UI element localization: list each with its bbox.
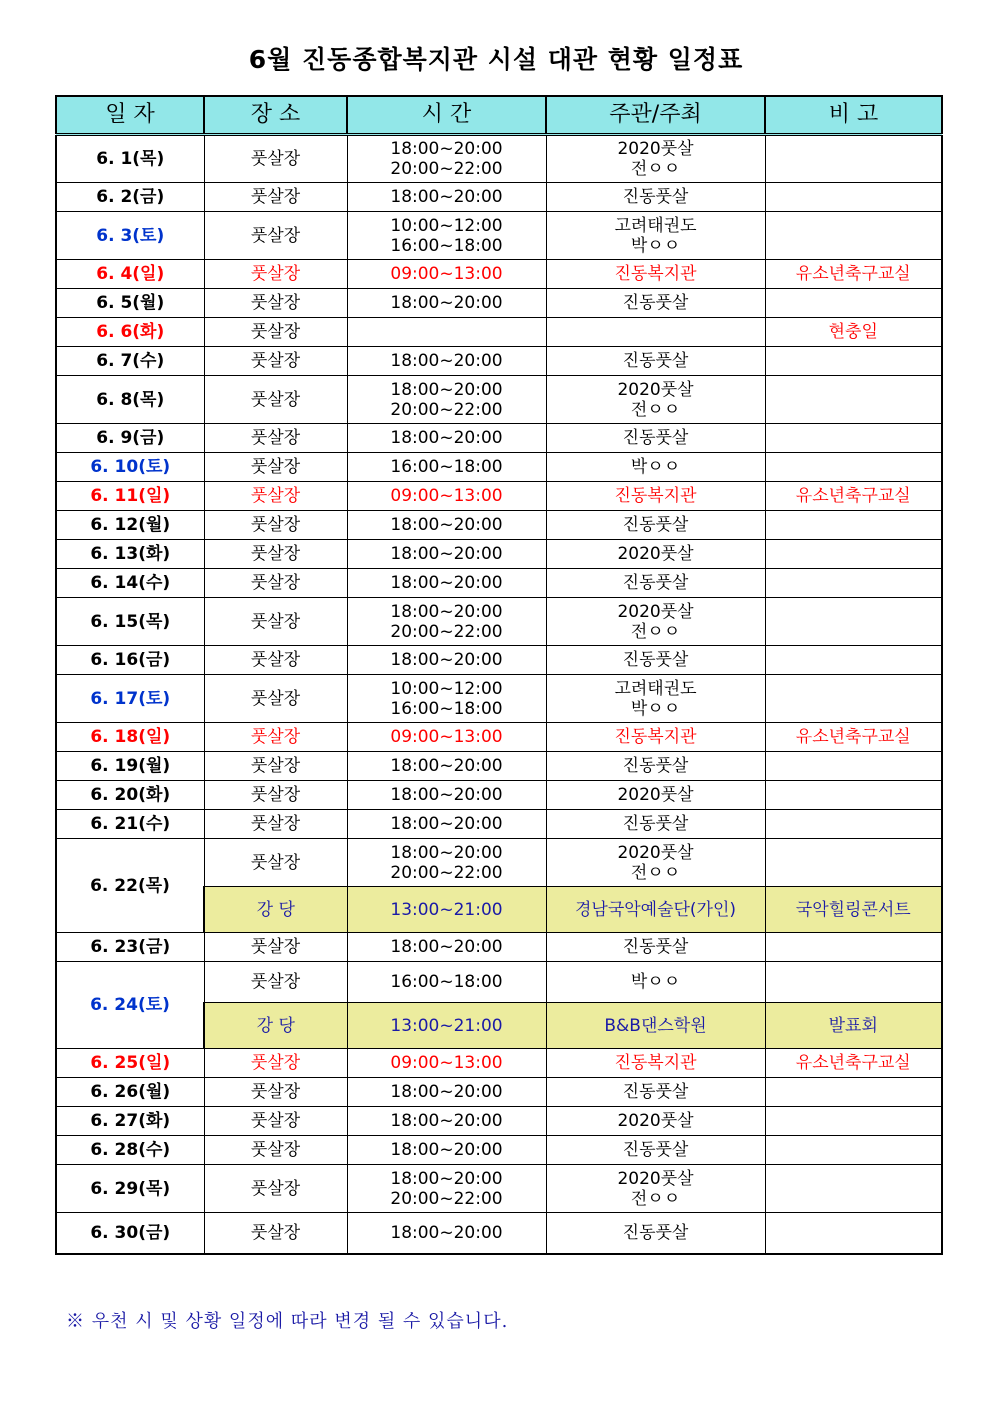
host-cell xyxy=(546,424,765,453)
host-cell xyxy=(546,511,765,540)
date-cell: 6. 29(목) xyxy=(56,1165,204,1213)
header-row xyxy=(56,96,942,135)
table-row xyxy=(56,318,942,347)
host-name: 진동복지관 xyxy=(614,486,697,506)
time-cell xyxy=(347,482,546,511)
table-row xyxy=(56,1049,942,1078)
host-cell xyxy=(546,135,765,183)
date-cell: 6. 13(화) xyxy=(56,540,204,569)
table-body xyxy=(56,135,942,1254)
note-cell: 현충일 xyxy=(765,318,942,347)
host-cell xyxy=(546,289,765,318)
host-name: 박ㅇㅇ xyxy=(630,972,681,992)
time-cell xyxy=(347,540,546,569)
time-slot: 16:00~18:00 xyxy=(390,972,503,992)
place-cell: 풋살장 xyxy=(204,933,347,962)
place-cell: 풋살장 xyxy=(204,1165,347,1213)
date-cell: 6. 2(금) xyxy=(56,183,204,212)
host-cell xyxy=(546,183,765,212)
table-row xyxy=(56,212,942,260)
host-cell xyxy=(546,1165,765,1213)
table-header xyxy=(56,96,942,135)
date-cell: 6. 3(토) xyxy=(56,212,204,260)
table-row xyxy=(56,482,942,511)
place-cell: 풋살장 xyxy=(204,212,347,260)
host-name: 진동풋살 xyxy=(622,293,689,313)
place-cell: 풋살장 xyxy=(204,569,347,598)
time-cell xyxy=(347,598,546,646)
time-slot: 13:00~21:00 xyxy=(390,899,503,920)
table-row xyxy=(56,598,942,646)
time-slot: 18:00~20:00 xyxy=(390,1111,503,1131)
date-cell: 6. 27(화) xyxy=(56,1107,204,1136)
host-name: 고려태권도 xyxy=(614,215,697,236)
note-cell xyxy=(765,424,942,453)
place-cell: 풋살장 xyxy=(204,646,347,675)
host-cell xyxy=(546,646,765,675)
time-cell xyxy=(347,376,546,424)
host-name: 전ㅇㅇ xyxy=(630,862,681,883)
time-slot: 09:00~13:00 xyxy=(390,264,503,284)
date-cell: 6. 21(수) xyxy=(56,810,204,839)
note-cell xyxy=(765,183,942,212)
note-cell xyxy=(765,376,942,424)
place-cell: 풋살장 xyxy=(204,347,347,376)
place-cell: 풋살장 xyxy=(204,839,347,887)
note-cell xyxy=(765,540,942,569)
table-row xyxy=(56,569,942,598)
place-cell: 풋살장 xyxy=(204,962,347,1003)
host-cell xyxy=(546,839,765,887)
time-slot: 18:00~20:00 xyxy=(390,814,503,834)
host-name: 진동풋살 xyxy=(622,351,689,371)
host-name: 진동풋살 xyxy=(622,428,689,448)
date-cell: 6. 24(토) xyxy=(56,962,204,1049)
host-cell xyxy=(546,675,765,723)
host-name: 진동풋살 xyxy=(622,814,689,834)
note-cell xyxy=(765,646,942,675)
date-cell: 6. 4(일) xyxy=(56,260,204,289)
time-cell xyxy=(347,212,546,260)
note-cell: 유소년축구교실 xyxy=(765,482,942,511)
time-slot: 18:00~20:00 xyxy=(390,515,503,535)
header-date: 일 자 xyxy=(56,96,204,135)
host-name: 진동풋살 xyxy=(622,1082,689,1102)
host-cell xyxy=(546,1078,765,1107)
table-row xyxy=(56,376,942,424)
host-cell xyxy=(546,781,765,810)
host-cell xyxy=(546,598,765,646)
date-cell: 6. 5(월) xyxy=(56,289,204,318)
time-slot: 09:00~13:00 xyxy=(390,727,503,747)
date-cell: 6. 14(수) xyxy=(56,569,204,598)
time-slot: 18:00~20:00 xyxy=(390,293,503,313)
host-cell xyxy=(546,933,765,962)
host-name: 2020풋살 xyxy=(617,544,694,564)
place-cell: 풋살장 xyxy=(204,1213,347,1254)
host-cell xyxy=(546,260,765,289)
host-cell xyxy=(546,752,765,781)
time-cell xyxy=(347,1003,546,1049)
note-cell xyxy=(765,933,942,962)
place-cell: 풋살장 xyxy=(204,318,347,347)
host-name: 2020풋살 xyxy=(617,785,694,805)
note-cell xyxy=(765,962,942,1003)
time-cell xyxy=(347,887,546,933)
note-cell xyxy=(765,1107,942,1136)
place-cell: 풋살장 xyxy=(204,183,347,212)
table-row xyxy=(56,723,942,752)
host-cell xyxy=(546,723,765,752)
table-row xyxy=(56,540,942,569)
time-cell xyxy=(347,135,546,183)
host-cell xyxy=(546,962,765,1003)
place-cell: 풋살장 xyxy=(204,1078,347,1107)
note-cell xyxy=(765,839,942,887)
header-time: 시 간 xyxy=(347,96,546,135)
host-name: 진동풋살 xyxy=(622,756,689,776)
host-name: 진동풋살 xyxy=(622,1140,689,1160)
note-cell: 유소년축구교실 xyxy=(765,260,942,289)
place-cell: 풋살장 xyxy=(204,289,347,318)
host-name: 진동풋살 xyxy=(622,187,689,207)
time-slot: 20:00~22:00 xyxy=(390,621,503,642)
table-row xyxy=(56,135,942,183)
place-cell: 풋살장 xyxy=(204,135,347,183)
note-cell xyxy=(765,810,942,839)
time-cell xyxy=(347,1165,546,1213)
time-cell xyxy=(347,723,546,752)
note-cell xyxy=(765,1136,942,1165)
host-name: 전ㅇㅇ xyxy=(630,1188,681,1209)
note-cell xyxy=(765,598,942,646)
date-cell: 6. 18(일) xyxy=(56,723,204,752)
table-row xyxy=(56,962,942,1003)
table-row xyxy=(56,289,942,318)
time-cell xyxy=(347,318,546,347)
host-cell xyxy=(546,376,765,424)
time-cell xyxy=(347,347,546,376)
date-cell: 6. 30(금) xyxy=(56,1213,204,1254)
host-cell xyxy=(546,453,765,482)
table-row xyxy=(56,424,942,453)
table-row xyxy=(56,511,942,540)
host-name: 진동풋살 xyxy=(622,650,689,670)
note-cell xyxy=(765,752,942,781)
note-cell xyxy=(765,1165,942,1213)
table-row xyxy=(56,1213,942,1254)
table-row xyxy=(56,839,942,887)
time-cell xyxy=(347,1213,546,1254)
time-slot: 13:00~21:00 xyxy=(390,1015,503,1036)
time-cell xyxy=(347,453,546,482)
time-cell xyxy=(347,839,546,887)
table-row xyxy=(56,675,942,723)
footnote: ※ 우천 시 및 상황 일정에 따라 변경 될 수 있습니다. xyxy=(66,1311,509,1332)
time-cell xyxy=(347,810,546,839)
time-cell xyxy=(347,962,546,1003)
time-cell xyxy=(347,1078,546,1107)
time-slot: 18:00~20:00 xyxy=(390,573,503,593)
header-place: 장 소 xyxy=(204,96,347,135)
time-slot: 18:00~20:00 xyxy=(390,937,503,957)
time-slot: 10:00~12:00 xyxy=(390,215,503,236)
host-cell xyxy=(546,212,765,260)
place-cell: 풋살장 xyxy=(204,810,347,839)
table-row xyxy=(56,1165,942,1213)
time-slot: 20:00~22:00 xyxy=(390,1188,503,1209)
date-cell: 6. 22(목) xyxy=(56,839,204,933)
table-row xyxy=(56,347,942,376)
place-cell: 풋살장 xyxy=(204,376,347,424)
note-cell xyxy=(765,675,942,723)
note-cell xyxy=(765,781,942,810)
date-cell: 6. 20(화) xyxy=(56,781,204,810)
note-cell: 발표회 xyxy=(765,1003,942,1049)
table-row xyxy=(56,1078,942,1107)
page-title: 6월 진동종합복지관 시설 대관 현황 일정표 xyxy=(248,45,744,74)
time-slot: 20:00~22:00 xyxy=(390,862,503,883)
time-cell xyxy=(347,1049,546,1078)
host-cell xyxy=(546,347,765,376)
table-row xyxy=(56,260,942,289)
date-cell: 6. 19(월) xyxy=(56,752,204,781)
host-cell xyxy=(546,1107,765,1136)
time-cell xyxy=(347,646,546,675)
time-slot: 18:00~20:00 xyxy=(390,187,503,207)
note-cell: 국악힐링콘서트 xyxy=(765,887,942,933)
host-name: 진동복지관 xyxy=(614,1053,697,1073)
host-cell xyxy=(546,482,765,511)
place-cell: 풋살장 xyxy=(204,1107,347,1136)
time-slot: 18:00~20:00 xyxy=(390,650,503,670)
host-cell xyxy=(546,318,765,347)
date-cell: 6. 12(월) xyxy=(56,511,204,540)
time-slot: 20:00~22:00 xyxy=(390,399,503,420)
table-row xyxy=(56,183,942,212)
time-slot: 18:00~20:00 xyxy=(390,379,503,400)
host-name: 전ㅇㅇ xyxy=(630,159,681,179)
table-row xyxy=(56,752,942,781)
host-name: 경남국악예술단(가인) xyxy=(574,899,737,920)
host-cell xyxy=(546,810,765,839)
note-cell xyxy=(765,1213,942,1254)
host-name: 2020풋살 xyxy=(617,1111,694,1131)
place-cell: 풋살장 xyxy=(204,752,347,781)
date-cell: 6. 10(토) xyxy=(56,453,204,482)
host-name: 2020풋살 xyxy=(617,379,694,400)
host-cell xyxy=(546,887,765,933)
table-row xyxy=(56,1136,942,1165)
host-name: 진동풋살 xyxy=(622,937,689,957)
date-cell: 6. 11(일) xyxy=(56,482,204,511)
table-row xyxy=(56,781,942,810)
time-cell xyxy=(347,675,546,723)
host-name: 2020풋살 xyxy=(617,139,694,159)
time-slot: 16:00~18:00 xyxy=(390,698,503,719)
date-cell: 6. 17(토) xyxy=(56,675,204,723)
note-cell xyxy=(765,1078,942,1107)
header-note: 비 고 xyxy=(765,96,942,135)
host-cell xyxy=(546,1213,765,1254)
date-cell: 6. 16(금) xyxy=(56,646,204,675)
host-cell xyxy=(546,1136,765,1165)
header-host: 주관/주최 xyxy=(546,96,765,135)
time-slot: 18:00~20:00 xyxy=(390,1140,503,1160)
host-cell xyxy=(546,1003,765,1049)
time-slot: 18:00~20:00 xyxy=(390,428,503,448)
host-cell xyxy=(546,1049,765,1078)
host-cell xyxy=(546,569,765,598)
place-cell: 풋살장 xyxy=(204,723,347,752)
table-row xyxy=(56,933,942,962)
note-cell xyxy=(765,212,942,260)
time-cell xyxy=(347,289,546,318)
date-cell: 6. 9(금) xyxy=(56,424,204,453)
table-row xyxy=(56,1107,942,1136)
time-slot: 20:00~22:00 xyxy=(390,159,503,179)
place-cell: 풋살장 xyxy=(204,675,347,723)
time-slot: 18:00~20:00 xyxy=(390,601,503,622)
time-slot: 18:00~20:00 xyxy=(390,756,503,776)
time-slot: 18:00~20:00 xyxy=(390,785,503,805)
place-cell: 풋살장 xyxy=(204,424,347,453)
schedule-table xyxy=(55,95,943,1255)
host-name: 박ㅇㅇ xyxy=(630,235,681,256)
date-cell: 6. 7(수) xyxy=(56,347,204,376)
place-cell: 풋살장 xyxy=(204,482,347,511)
time-slot: 18:00~20:00 xyxy=(390,139,503,159)
date-cell: 6. 1(목) xyxy=(56,135,204,183)
place-cell: 풋살장 xyxy=(204,540,347,569)
time-slot: 18:00~20:00 xyxy=(390,842,503,863)
host-name: 진동복지관 xyxy=(614,264,697,284)
note-cell xyxy=(765,511,942,540)
time-cell xyxy=(347,752,546,781)
note-cell: 유소년축구교실 xyxy=(765,723,942,752)
place-cell: 풋살장 xyxy=(204,260,347,289)
date-cell: 6. 8(목) xyxy=(56,376,204,424)
note-cell xyxy=(765,135,942,183)
time-cell xyxy=(347,424,546,453)
table-row xyxy=(56,646,942,675)
host-name: 2020풋살 xyxy=(617,842,694,863)
host-name: 고려태권도 xyxy=(614,678,697,699)
host-name: 진동풋살 xyxy=(622,1222,689,1243)
host-cell xyxy=(546,540,765,569)
host-name: 전ㅇㅇ xyxy=(630,621,681,642)
place-cell: 풋살장 xyxy=(204,781,347,810)
time-slot: 18:00~20:00 xyxy=(390,351,503,371)
host-name: 전ㅇㅇ xyxy=(630,399,681,420)
time-cell xyxy=(347,183,546,212)
date-cell: 6. 23(금) xyxy=(56,933,204,962)
host-name: 2020풋살 xyxy=(617,1168,694,1189)
time-cell xyxy=(347,933,546,962)
time-slot: 10:00~12:00 xyxy=(390,678,503,699)
place-cell: 풋살장 xyxy=(204,511,347,540)
place-cell: 풋살장 xyxy=(204,453,347,482)
date-cell: 6. 28(수) xyxy=(56,1136,204,1165)
time-slot: 18:00~20:00 xyxy=(390,1222,503,1243)
note-cell: 유소년축구교실 xyxy=(765,1049,942,1078)
date-cell: 6. 25(일) xyxy=(56,1049,204,1078)
time-slot: 09:00~13:00 xyxy=(390,486,503,506)
time-slot: 18:00~20:00 xyxy=(390,544,503,564)
host-name: 진동풋살 xyxy=(622,515,689,535)
time-slot: 09:00~13:00 xyxy=(390,1053,503,1073)
place-cell: 풋살장 xyxy=(204,1049,347,1078)
time-cell xyxy=(347,1136,546,1165)
host-name: 박ㅇㅇ xyxy=(630,457,681,477)
time-slot: 18:00~20:00 xyxy=(390,1082,503,1102)
note-cell xyxy=(765,569,942,598)
place-cell: 풋살장 xyxy=(204,1136,347,1165)
host-name: B&B댄스학원 xyxy=(604,1015,707,1036)
table-row xyxy=(56,453,942,482)
table-row xyxy=(56,810,942,839)
place-cell: 강 당 xyxy=(204,1003,347,1049)
host-name: 진동풋살 xyxy=(622,573,689,593)
host-name: 박ㅇㅇ xyxy=(630,698,681,719)
time-cell xyxy=(347,260,546,289)
time-cell xyxy=(347,781,546,810)
place-cell: 강 당 xyxy=(204,887,347,933)
date-cell: 6. 6(화) xyxy=(56,318,204,347)
host-name: 진동복지관 xyxy=(614,727,697,747)
time-slot: 18:00~20:00 xyxy=(390,1168,503,1189)
note-cell xyxy=(765,289,942,318)
time-cell xyxy=(347,1107,546,1136)
host-name: 2020풋살 xyxy=(617,601,694,622)
date-cell: 6. 26(월) xyxy=(56,1078,204,1107)
note-cell xyxy=(765,347,942,376)
time-cell xyxy=(347,569,546,598)
time-slot: 16:00~18:00 xyxy=(390,457,503,477)
time-cell xyxy=(347,511,546,540)
place-cell: 풋살장 xyxy=(204,598,347,646)
time-slot: 16:00~18:00 xyxy=(390,235,503,256)
date-cell: 6. 15(목) xyxy=(56,598,204,646)
note-cell xyxy=(765,453,942,482)
